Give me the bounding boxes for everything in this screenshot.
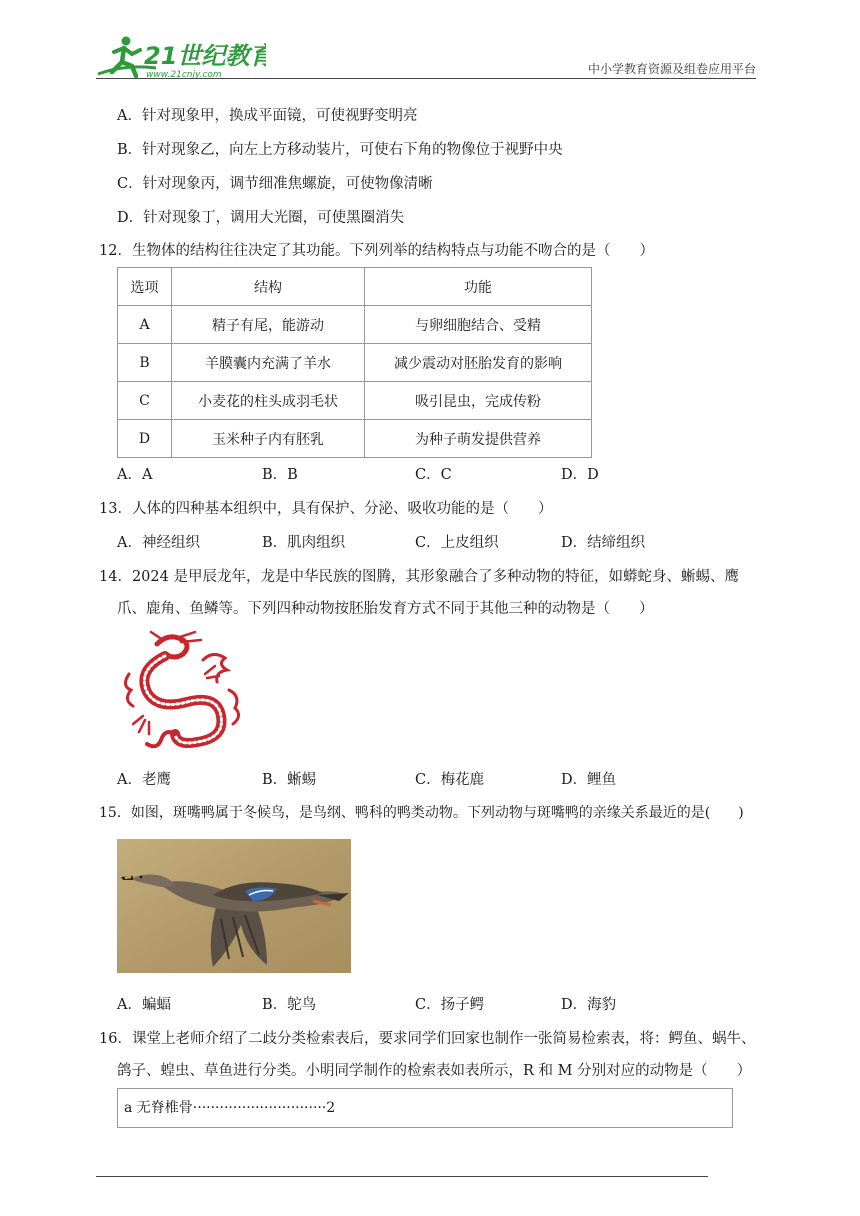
q12-option-c: C．C — [415, 467, 452, 483]
table-cell: B — [118, 344, 172, 382]
table-cell: 为种子萌发提供营养 — [365, 420, 592, 458]
table-cell: A — [118, 306, 172, 344]
table-cell: D — [118, 420, 172, 458]
table-cell: 减少震动对胚胎发育的影响 — [365, 344, 592, 382]
table-row — [118, 420, 592, 458]
duck-image — [117, 839, 351, 973]
q15-option-d: D．海豹 — [561, 997, 617, 1013]
table-cell: 吸引昆虫，完成传粉 — [365, 382, 592, 420]
table-header-row — [118, 268, 592, 306]
table-cell: 与卵细胞结合、受精 — [365, 306, 592, 344]
q13-stem: 13．人体的四种基本组织中，具有保护、分泌、吸收功能的是（ ） — [99, 501, 553, 517]
table-cell: 羊膜囊内充满了羊水 — [172, 344, 365, 382]
q14-stem-line1: 14．2024 是甲辰龙年，龙是中华民族的图腾，其形象融合了多种动物的特征，如蟒蛇身、蜥蜴、鹰 — [99, 569, 739, 585]
q13-option-a: A．神经组织 — [117, 535, 200, 551]
table-row — [118, 306, 592, 344]
logo-text: 21世纪教育 — [144, 42, 266, 70]
table-cell: 精子有尾，能游动 — [172, 306, 365, 344]
dichotomous-key-table — [117, 1088, 733, 1128]
q14-option-c: C．梅花鹿 — [415, 772, 485, 788]
q14-option-a: A．老鹰 — [117, 772, 171, 788]
q14-option-d: D．鲤鱼 — [561, 772, 617, 788]
logo-url: www.21cnjy.com — [146, 70, 222, 80]
q13-option-c: C．上皮组织 — [415, 535, 499, 551]
table-cell: C — [118, 382, 172, 420]
dragon-image — [117, 630, 245, 754]
q14-stem-line2: 爪、鹿角、鱼鳞等。下列四种动物按胚胎发育方式不同于其他三种的动物是（ ） — [117, 601, 654, 617]
table-cell: 玉米种子内有胚乳 — [172, 420, 365, 458]
table-header-cell: 结构 — [172, 268, 365, 306]
q16-stem-line2: 鸽子、蝗虫、草鱼进行分类。小明同学制作的检索表如表所示，R 和 M 分别对应的动物是（ ） — [117, 1063, 752, 1079]
q12-stem: 12．生物体的结构往往决定了其功能。下列列举的结构特点与功能不吻合的是（ ） — [99, 243, 654, 259]
table-row — [118, 344, 592, 382]
header-platform-name: 中小学教育资源及组卷应用平台 — [587, 62, 756, 76]
q13-option-b: B．肌肉组织 — [262, 535, 346, 551]
table-header-cell: 功能 — [365, 268, 592, 306]
q16-stem-line1: 16．课堂上老师介绍了二歧分类检索表后，要求同学们回家也制作一张简易检索表，将：鳄鱼、蜗牛、 — [99, 1031, 756, 1047]
q15-option-c: C．扬子鳄 — [415, 997, 485, 1013]
q12-option-d: D．D — [561, 467, 599, 483]
header-divider — [96, 78, 756, 79]
q13-option-d: D．结缔组织 — [561, 535, 646, 551]
q11-option-b: B．针对现象乙，向左上方移动装片，可使右下角的物像位于视野中央 — [117, 142, 563, 158]
table-row — [118, 382, 592, 420]
q12-table — [117, 267, 592, 458]
q11-option-c: C．针对现象丙，调节细准焦螺旋，可使物像清晰 — [117, 176, 433, 192]
key-line-a: a 无脊椎骨······························2 — [124, 1100, 336, 1116]
q12-option-a: A．A — [117, 467, 153, 483]
footer-divider — [96, 1176, 708, 1177]
q11-option-d: D．针对现象丁，调用大光圈，可使黑圈消失 — [117, 210, 405, 226]
q14-option-b: B．蜥蜴 — [262, 772, 317, 788]
q12-option-b: B．B — [262, 467, 298, 483]
q15-option-b: B．鸵鸟 — [262, 997, 317, 1013]
table-cell: 小麦花的柱头成羽毛状 — [172, 382, 365, 420]
site-logo — [96, 34, 266, 80]
q11-option-a: A．针对现象甲，换成平面镜，可使视野变明亮 — [117, 108, 418, 124]
q15-stem: 15．如图，斑嘴鸭属于冬候鸟，是鸟纲、鸭科的鸭类动物。下列动物与斑嘴鸭的亲缘关系最近的是( ) — [99, 805, 744, 821]
q15-option-a: A．蝙蝠 — [117, 997, 171, 1013]
table-header-cell: 选项 — [118, 268, 172, 306]
